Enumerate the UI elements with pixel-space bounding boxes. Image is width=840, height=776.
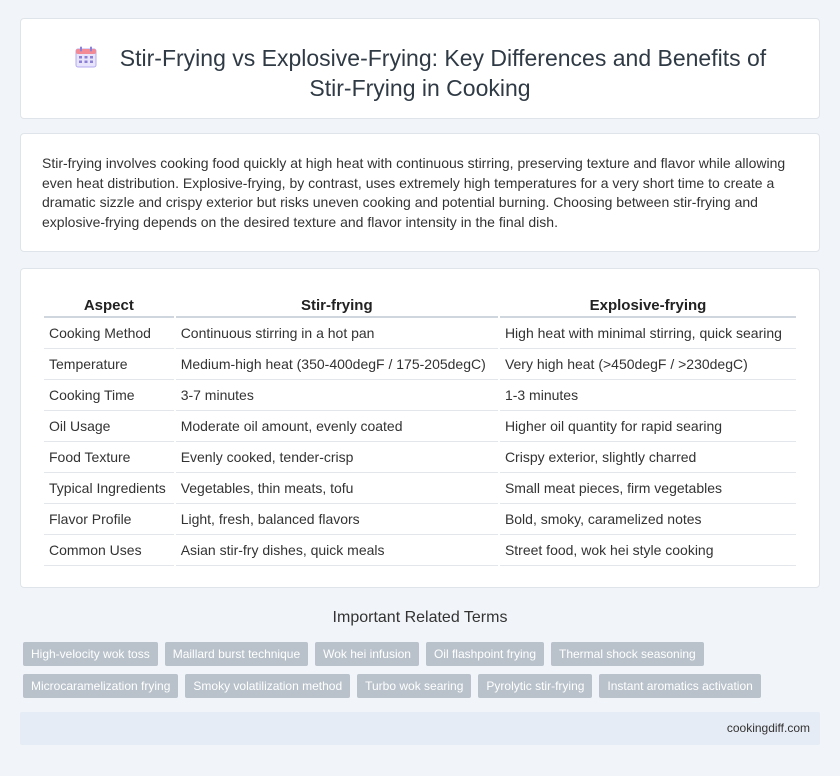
related-terms-list — [23, 642, 803, 698]
title-wrap — [21, 43, 819, 103]
row-stir-frying: Continuous stirring in a hot pan — [176, 318, 498, 349]
table-row — [44, 380, 796, 411]
header-explosive-frying: Explosive-frying — [500, 292, 796, 318]
row-aspect: Flavor Profile — [44, 504, 174, 535]
related-term-tag[interactable]: Microcaramelization frying — [23, 674, 178, 698]
header-stir-frying: Stir-frying — [176, 292, 498, 318]
related-term-tag[interactable]: Wok hei infusion — [315, 642, 419, 666]
row-stir-frying: Asian stir-fry dishes, quick meals — [176, 535, 498, 566]
table-row — [44, 349, 796, 380]
related-terms-title: Important Related Terms — [332, 609, 508, 626]
related-term-tag[interactable]: Instant aromatics activation — [599, 674, 760, 698]
row-stir-frying: Vegetables, thin meats, tofu — [176, 473, 498, 504]
intro-card — [20, 133, 820, 252]
header-aspect: Aspect — [44, 292, 174, 318]
row-aspect: Cooking Time — [44, 380, 174, 411]
related-term-tag[interactable]: Oil flashpoint frying — [426, 642, 544, 666]
row-aspect: Food Texture — [44, 442, 174, 473]
row-stir-frying: Light, fresh, balanced flavors — [176, 504, 498, 535]
row-aspect: Oil Usage — [44, 411, 174, 442]
calendar-icon — [74, 45, 98, 69]
related-term-tag[interactable]: High-velocity wok toss — [23, 642, 158, 666]
related-term-tag[interactable]: Thermal shock seasoning — [551, 642, 704, 666]
page-title-text: Stir-Frying vs Explosive-Frying: Key Differences and Benefits of Stir-Frying in Cooking — [119, 45, 767, 101]
row-explosive-frying: Street food, wok hei style cooking — [500, 535, 796, 566]
table-row — [44, 504, 796, 535]
comparison-table-card — [20, 268, 820, 588]
table-row — [44, 411, 796, 442]
row-explosive-frying: Crispy exterior, slightly charred — [500, 442, 796, 473]
row-explosive-frying: Bold, smoky, caramelized notes — [500, 504, 796, 535]
row-stir-frying: Evenly cooked, tender-crisp — [176, 442, 498, 473]
footer-bar — [20, 712, 820, 745]
row-stir-frying: 3-7 minutes — [176, 380, 498, 411]
row-aspect: Common Uses — [44, 535, 174, 566]
row-explosive-frying: Higher oil quantity for rapid searing — [500, 411, 796, 442]
row-explosive-frying: Very high heat (>450degF / >230degC) — [500, 349, 796, 380]
comparison-table — [42, 292, 798, 566]
table-header-row — [44, 292, 796, 318]
row-explosive-frying: Small meat pieces, firm vegetables — [500, 473, 796, 504]
page-title — [21, 43, 819, 103]
header-card — [20, 18, 820, 119]
row-explosive-frying: 1-3 minutes — [500, 380, 796, 411]
table-row — [44, 473, 796, 504]
related-term-tag[interactable]: Pyrolytic stir-frying — [478, 674, 592, 698]
row-aspect: Typical Ingredients — [44, 473, 174, 504]
row-explosive-frying: High heat with minimal stirring, quick searing — [500, 318, 796, 349]
row-stir-frying: Moderate oil amount, evenly coated — [176, 411, 498, 442]
table-row — [44, 442, 796, 473]
intro-paragraph: Stir-frying involves cooking food quickly at high heat with continuous stirring, preserving texture and flavor while allowing even heat distribution. Explosive-frying, by contrast, uses extremely high temperatures for a very short time to create a dramatic sizzle and crispy exterior but risks uneven cooking and potential burning. Choosing between stir-frying and explosive-frying depends on the desired texture and flavor intensity in the final dish. — [42, 155, 786, 230]
row-aspect: Cooking Method — [44, 318, 174, 349]
related-term-tag[interactable]: Turbo wok searing — [357, 674, 471, 698]
table-row — [44, 535, 796, 566]
table-row — [44, 318, 796, 349]
row-stir-frying: Medium-high heat (350-400degF / 175-205degC) — [176, 349, 498, 380]
related-term-tag[interactable]: Maillard burst technique — [165, 642, 308, 666]
related-term-tag[interactable]: Smoky volatilization method — [185, 674, 350, 698]
footer-site-link[interactable]: cookingdiff.com — [726, 721, 810, 735]
row-aspect: Temperature — [44, 349, 174, 380]
